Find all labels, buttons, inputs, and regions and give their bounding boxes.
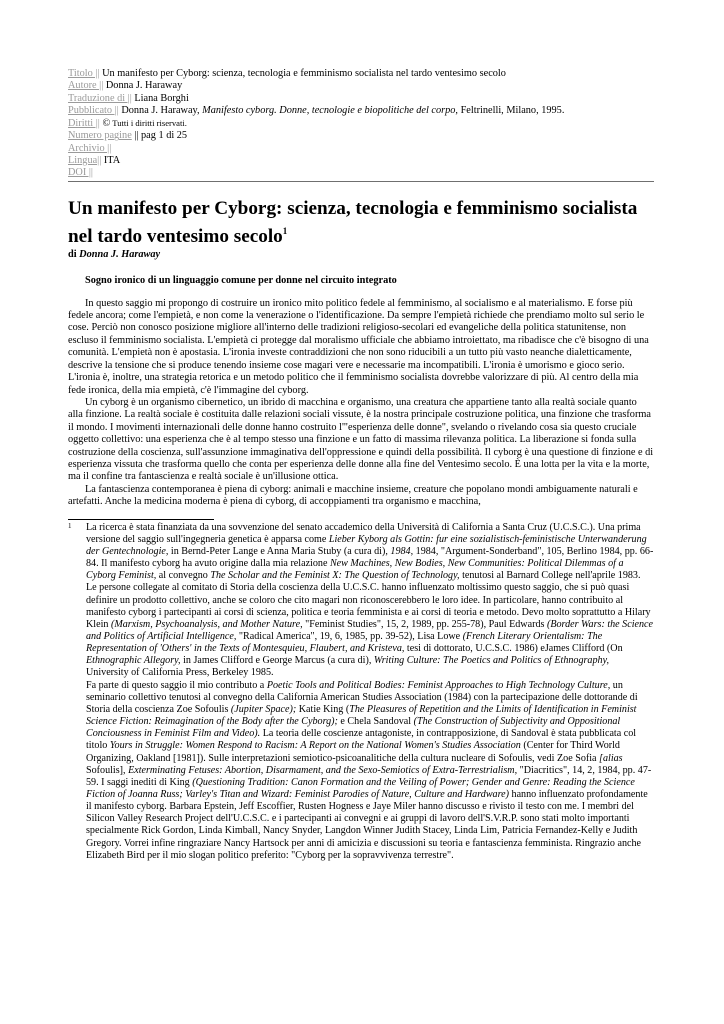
meta-author-value: Donna J. Haraway — [103, 80, 183, 92]
fn-citation: (Marxism, Psychoanalysis, and Mother Nature, — [110, 618, 303, 630]
fn-text: (Center for Third World Organizing, Oakland [1981]). Sulle interpretazioni semiotico-psicoanalitiche della cultura nucleare di Sofoulis, vedi Zoe Sofia — [86, 740, 620, 764]
meta-doi-row — [68, 167, 654, 179]
fn-citation: (French Literary Orientalism: The Representation of 'Others' in the Texts of Montesquieu, Flaubert, and Kristeva, — [86, 630, 603, 655]
fn-text: La ricerca è stata finanziata da una sovvenzione del senato accademico della Università di California a Santa Cruz (U.C.S.C.). Una prima versione del saggio sull'ingegneria genetica è apparsa come — [86, 521, 641, 545]
meta-pages-link[interactable]: Numero pagine — [68, 130, 132, 142]
fn-text: hanno influenzato profondamente il manifesto cyborg. Barbara Epstein, Jeff Escoffier, Rusten Hogness e Jaye Miler hanno discusso e rivisto il testo con me. I membri del Silicon Valley Research Project dell'U.C.S.C. e i partecipanti ai convegni e ai gruppi di lavoro dell'S.V.R.P. sono stati molto importanti specialmente Rick Gordon, Linda Kimball, Nancy Snyder, Langdon Winner Judith Stacey, Linda Lim, Patricia Fernandez-Kelly e Judith Gregory. Vorrei infine ringraziare Nancy Hartsock per anni di amicizia e discussioni su teoria e fantascienza femminista. Ringrazio anche Elizabeth Bird per il mio slogan politico preferito: "Cyborg per la sopravvivenza terrestre". — [86, 789, 648, 861]
meta-author-link[interactable]: Autore || — [68, 80, 104, 92]
metadata-divider — [68, 181, 654, 182]
meta-title-value: Un manifesto per Cyborg: scienza, tecnologia e femminismo socialista nel tardo ventesimo secolo — [99, 68, 506, 79]
meta-published-pre: Donna J. Haraway, — [118, 104, 203, 116]
fn-text: tenutosi al Barnard College nell'aprile 1983. — [459, 570, 641, 582]
fn-citation: (The Construction of Subjectivity and Oppositional Conciousness in Feminist Film and Video). — [86, 716, 621, 740]
fn-citation: [alias — [599, 752, 623, 764]
fn-text: Katie King ( — [296, 703, 350, 715]
fn-citation: Yours in Struggle: Women Respond to Racism: A Report on the National Women's Studies Association — [109, 740, 521, 752]
fn-text: in James Clifford e George Marcus (a cura di), — [180, 655, 374, 667]
fn-citation: New Machines, New Bodies, New Communities: Political Dilemmas of a Cyborg Feminist, — [86, 558, 624, 582]
fn-text: al convegno — [156, 570, 211, 582]
meta-rights-symbol: © — [99, 118, 111, 130]
meta-published-post: , Feltrinelli, Milano, 1995. — [455, 104, 565, 116]
fn-citation: The Pleasures of Repetition and the Limits of Identification in Feminist Science Fiction: Reimagination of the Body after the Cyborg); — [86, 703, 637, 728]
meta-published-link[interactable]: Pubblicato || — [68, 104, 119, 116]
meta-translation-link[interactable]: Traduzione di || — [68, 92, 132, 104]
fn-text: Le persone collegate al comitato di Storia della coscienza della U.C.S.C. hanno influenzato moltissimo questo saggio, che si può quasi definire un prodotto collettivo, anche se coloro che cito magari non riconoscerebbero le loro idee. In particolare, hanno contribuito al manifesto cyborg i partecipanti ai corsi di scienza, politica e teoria femminista e ai corsi di teoria e metodo. Devo molto soprattutto a Hilary Klein — [86, 582, 651, 630]
meta-title-link[interactable]: Titolo || — [68, 68, 100, 79]
meta-published-row — [68, 105, 654, 117]
meta-rights-link[interactable]: Diritti || — [68, 118, 100, 130]
byline — [68, 248, 654, 261]
meta-translation-value: Liana Borghi — [131, 92, 189, 104]
fn-text: "Radical America", 19, 6, 1985, pp. 39-52), Lisa Lowe — [236, 630, 463, 642]
meta-pages-value: || pag 1 di 25 — [131, 130, 188, 142]
fn-citation: Ethnographic Allegory, — [86, 655, 181, 667]
fn-text: in Bernd-Peter Lange e Anna Maria Stuby (a cura di), — [168, 545, 391, 557]
fn-text: "Diacritics", 14, 2, 1984, pp. 47-59. I saggi inediti di King — [86, 764, 652, 788]
fn-text: tesi di dottorato, U.C.S.C. 1986) eJames Clifford (On — [404, 643, 623, 655]
article-title-text: Un manifesto per Cyborg: scienza, tecnologia e femminismo socialista nel tardo ventesimo secolo — [68, 197, 638, 247]
fn-citation: Lieber Kyborg als Gottin: fur eine sozialistisch-feministische Unterwanderung der Gentechnologie, — [86, 533, 647, 557]
body-paragraph: La fantascienza contemporanea è piena di cyborg: animali e macchine insieme, creature che popolano mondi ambiguamente naturali e artefatti. Anche la medicina moderna è piena di cyborg, di accoppiamenti tra organismo e macchina, — [68, 483, 638, 508]
meta-published-value — [119, 105, 565, 116]
fn-citation: (Border Wars: the Science and Politics of Artificial Intelligence, — [86, 618, 654, 642]
meta-archive-link[interactable]: Archivio || — [68, 142, 112, 154]
footnote-paragraph — [86, 582, 654, 679]
meta-translation-row — [68, 93, 654, 105]
article-subtitle: Sogno ironico di un linguaggio comune per donne nel circuito integrato — [85, 274, 397, 286]
fn-text: un seminario collettivo tenutosi al convegno della California American Studies Association (1984) con la partecipazione delle dottorande di Storia della coscienza Zoe Sofoulis — [86, 679, 638, 715]
meta-language-row — [68, 155, 654, 167]
fn-text: e Chela Sandoval — [337, 716, 414, 728]
body-paragraph: In questo saggio mi propongo di costruire un ironico mito politico fedele al femminismo, al socialismo e al materialismo. E forse più fedele ancora; come l'empietà, e non come la venerazione o l'identificazione. Da sempre l'empietà richiede che prendiamo molto sul serio le cose. Perciò non conosco posizione migliore all'interno delle tradizioni religioso-secolari ed evangeliche della politica statunitense, non escluso il femminismo socialista. L'empietà ci protegge dal moralismo ufficiale che abbiamo introiettato, ma ribadisce che c'è bisogno di una comunità. L'empietà non è apostasia. L'ironia investe contraddizioni che non sono riducibili a un tutto più vasto neanche dialetticamente, descrive la tensione che si produce tenendo insieme cose magari vere e necessarie ma incompatibili. L'ironia è umorismo e gioco serio. L'ironia è, inoltre, una strategia retorica e un metodo politico che il femminismo socialista dovrebbe valorizzare di più. Al centro della mia fede ironica, della mia empietà, c'è l'immagine del cyborg. — [68, 297, 649, 396]
fn-text: 1984, "Argument-Sonderband", 105, Berlino 1984, pp. 66-84. Il manifesto cyborg ha avuto origine dalla mia relazione — [86, 545, 654, 570]
byline-author: Donna J. Haraway — [79, 248, 161, 260]
footnote-body — [86, 522, 654, 862]
footnote-paragraph — [86, 522, 654, 583]
footnote-1 — [68, 522, 654, 862]
fn-citation: Writing Culture: The Poetics and Politics of Ethnography, — [373, 655, 610, 667]
body-paragraph: Un cyborg è un organismo cibernetico, un ibrido di macchina e organismo, una creatura che appartiene tanto alla realtà sociale quanto alla finzione. La realtà sociale è costituita dalle relazioni sociali vissute, è la nostra principale costruzione politica, una finzione che trasforma il mondo. I movimenti internazionali delle donne hanno costruito l'"esperienza delle donne", svelando o rivelando cosa sia questo cruciale oggetto collettivo: una esperienza che è al tempo stesso una finzione e un fatto di massima rilevanza politica. La liberazione si fonda sulla costruzione della coscienza, sull'assunzione immaginativa dell'oppressione e quindi della possibilità. Il cyborg è una questione di finzione e di esperienza vissuta che trasforma quello che conta per esperienza delle donne alla fine del Ventesimo secolo. È una lotta per la vita e la morte, ma il confine tra fantascienza e realtà sociale è un'illusione ottica. — [68, 396, 654, 483]
fn-citation: (Jupiter Space); — [230, 703, 297, 715]
meta-rights-row — [68, 117, 654, 130]
fn-text: University of California Press, Berkeley 1985. — [86, 667, 274, 679]
article-title — [68, 198, 654, 248]
meta-published-book: Manifesto cyborg. Donne, tecnologie e biopolitiche del corpo — [202, 104, 456, 116]
meta-language-link[interactable]: Lingua|| — [68, 155, 102, 167]
footnote-paragraph — [86, 680, 654, 862]
meta-pages-row — [68, 130, 654, 142]
article-body — [68, 298, 654, 509]
meta-archive-row — [68, 143, 654, 155]
byline-prefix: di — [68, 248, 80, 260]
fn-citation: 1984, — [390, 545, 414, 557]
metadata-block — [68, 68, 654, 180]
meta-language-value: ITA — [101, 155, 121, 167]
meta-rights-value: Tutti i diritti riservati. — [110, 118, 187, 129]
fn-citation: The Scholar and the Feminist X: The Question of Technology, — [210, 570, 460, 582]
fn-text: "Feminist Studies", 15, 2, 1989, pp. 255-78), Paul Edwards — [302, 618, 547, 630]
fn-citation: Poetic Tools and Political Bodies: Feminist Approaches to High Technology Culture, — [266, 679, 611, 691]
meta-author-row — [68, 80, 654, 92]
footnote-separator — [68, 519, 214, 520]
footnote-mark: 1 — [68, 521, 72, 530]
fn-text: Sofoulis], — [86, 764, 129, 776]
meta-doi-link[interactable]: DOI || — [68, 167, 93, 179]
fn-text: Fa parte di questo saggio il mio contributo a — [86, 679, 267, 691]
document-page — [68, 68, 654, 862]
meta-title-row — [68, 68, 654, 80]
footnote-ref-1[interactable]: 1 — [282, 225, 288, 236]
fn-text: La teoria delle coscienze antagoniste, in contrapposizione, di Sandoval è stata pubblicata col titolo — [86, 728, 637, 752]
fn-citation: (Questioning Tradition: Canon Formation and the Veiling of Power; Gender and Genre: Reading the Science Fiction of Joanna Russ; Varley's Titan and Wizard: Feminist Parodies of Nature, Culture and Hardware) — [86, 776, 635, 801]
fn-citation: Exterminating Fetuses: Abortion, Disarmament, and the Sexo-Semiotics of Extra-Terrestrialism, — [128, 764, 518, 776]
